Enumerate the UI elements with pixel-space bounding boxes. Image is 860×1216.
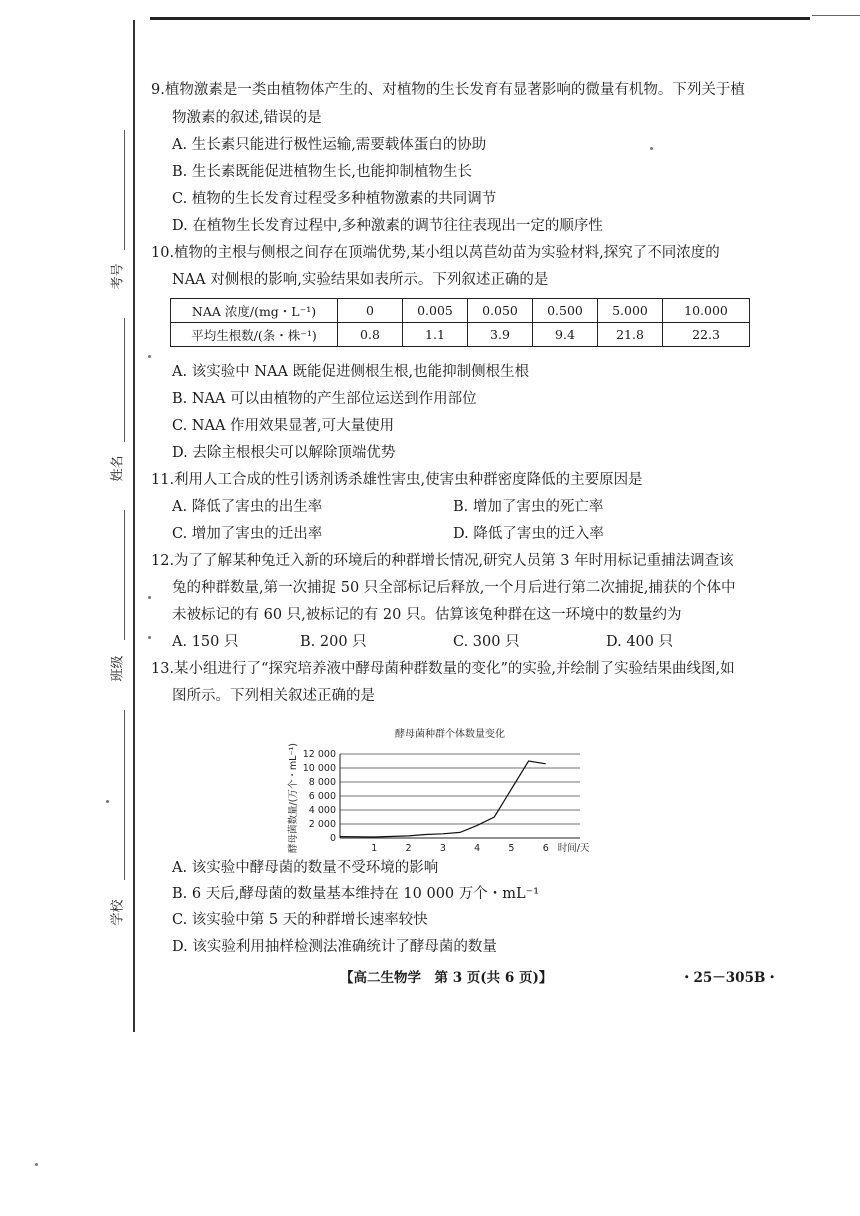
q12-option-a: A. 150 只 xyxy=(172,634,239,650)
scan-speck xyxy=(148,596,151,599)
q13-stem-line2: 图所示。下列相关叙述正确的是 xyxy=(172,688,375,704)
q12-stem-line3: 未被标记的有 60 只,被标记的有 20 只。估算该兔种群在这一环境中的数量约为 xyxy=(172,607,682,623)
table-cell: 0 xyxy=(338,299,403,323)
table-cell: 0.050 xyxy=(468,299,533,323)
table-cell: 3.9 xyxy=(468,323,533,347)
q10-option-a: A. 该实验中 NAA 既能促进侧根生根,也能抑制侧根生根 xyxy=(172,364,530,380)
q12-option-c: C. 300 只 xyxy=(453,634,520,650)
q11-option-c: C. 增加了害虫的迁出率 xyxy=(172,526,323,542)
naa-data-table xyxy=(170,298,750,347)
chart-x-tick-label: 5 xyxy=(508,843,515,854)
q9-stem-line1: 9.植物激素是一类由植物体产生的、对植物的生长发育有显著影响的微量有机物。下列关于植 xyxy=(151,82,745,98)
table-row xyxy=(171,299,750,323)
scan-speck xyxy=(35,1163,38,1166)
page-footer-code: ・25－305B・ xyxy=(680,970,779,986)
q12-stem-line2: 兔的种群数量,第一次捕捉 50 只全部标记后释放,一个月后进行第二次捕捉,捕获的个体中 xyxy=(172,580,736,596)
chart-y-axis-label: 酵母菌数量/(万个・mL⁻¹) xyxy=(288,743,299,853)
q11-option-a: A. 降低了害虫的出生率 xyxy=(172,499,323,515)
table-cell: 22.3 xyxy=(663,323,750,347)
binding-margin-line xyxy=(133,20,135,1032)
q9-option-a: A. 生长素只能进行极性运输,需要载体蛋白的协助 xyxy=(172,137,487,153)
scan-speck xyxy=(148,355,151,358)
q10-option-c: C. NAA 作用效果显著,可大量使用 xyxy=(172,418,395,434)
chart-x-tick-label: 2 xyxy=(405,843,412,854)
side-blank-line-school xyxy=(124,710,125,880)
side-blank-line-class xyxy=(124,510,125,640)
chart-y-tick-label: 8 000 xyxy=(308,777,336,788)
q10-option-d: D. 去除主根根尖可以解除顶端优势 xyxy=(172,445,396,461)
q10-option-b: B. NAA 可以由植物的产生部位运送到作用部位 xyxy=(172,391,477,407)
scan-speck xyxy=(650,147,653,150)
q9-stem-line2: 物激素的叙述,错误的是 xyxy=(172,110,322,126)
side-label-exam-no: 考号 xyxy=(110,263,126,290)
yeast-population-chart xyxy=(280,722,620,866)
q11-option-d: D. 降低了害虫的迁入率 xyxy=(453,526,604,542)
table-cell: 0.005 xyxy=(403,299,468,323)
top-border-fragment xyxy=(812,15,860,16)
chart-series-line xyxy=(340,761,546,837)
chart-title: 酵母菌种群个体数量变化 xyxy=(395,729,505,740)
table-row xyxy=(171,323,750,347)
side-blank-line-exam-no xyxy=(124,130,125,250)
table-cell: 0.8 xyxy=(338,323,403,347)
chart-x-axis-label: 时间/天 xyxy=(557,843,590,854)
q9-option-b: B. 生长素既能促进植物生长,也能抑制植物生长 xyxy=(172,164,472,180)
scan-speck xyxy=(148,636,151,639)
chart-x-tick-label: 4 xyxy=(474,843,481,854)
q13-option-a: A. 该实验中酵母菌的数量不受环境的影响 xyxy=(172,860,439,876)
table-header-cell: 平均生根数/(条・株⁻¹) xyxy=(171,323,338,347)
q10-stem-line1: 10.植物的主根与侧根之间存在顶端优势,某小组以莴苣幼苗为实验材料,探究了不同浓度的 xyxy=(151,245,720,261)
chart-svg xyxy=(280,722,620,862)
q13-option-c: C. 该实验中第 5 天的种群增长速率较快 xyxy=(172,912,428,928)
page-footer-title: 【高二生物学 第 3 页(共 6 页)】 xyxy=(340,970,553,986)
table-cell: 9.4 xyxy=(533,323,598,347)
q11-stem: 11.利用人工合成的性引诱剂诱杀雄性害虫,使害虫种群密度降低的主要原因是 xyxy=(151,472,643,488)
table-cell: 21.8 xyxy=(598,323,663,347)
scan-speck xyxy=(106,800,109,803)
table-cell: 1.1 xyxy=(403,323,468,347)
q13-option-d: D. 该实验利用抽样检测法准确统计了酵母菌的数量 xyxy=(172,939,497,955)
side-label-school: 学校 xyxy=(110,899,126,926)
chart-x-tick-label: 1 xyxy=(371,843,378,854)
chart-y-tick-label: 6 000 xyxy=(308,791,336,802)
side-blank-line-name xyxy=(124,318,125,442)
q11-option-b: B. 增加了害虫的死亡率 xyxy=(453,499,604,515)
q9-option-c: C. 植物的生长发育过程受多种植物激素的共同调节 xyxy=(172,191,497,207)
table-cell: 10.000 xyxy=(663,299,750,323)
q9-option-d: D. 在植物生长发育过程中,多种激素的调节往往表现出一定的顺序性 xyxy=(172,218,603,234)
chart-y-tick-label: 0 xyxy=(329,833,336,844)
q10-stem-line2: NAA 对侧根的影响,实验结果如表所示。下列叙述正确的是 xyxy=(172,272,549,288)
q13-option-b: B. 6 天后,酵母菌的数量基本维持在 10 000 万个・mL⁻¹ xyxy=(172,886,540,902)
table-header-cell: NAA 浓度/(mg・L⁻¹) xyxy=(171,299,338,323)
chart-y-tick-label: 10 000 xyxy=(302,763,336,774)
chart-y-tick-label: 2 000 xyxy=(308,819,336,830)
table-cell: 5.000 xyxy=(598,299,663,323)
chart-y-tick-label: 4 000 xyxy=(308,805,336,816)
side-label-name: 姓名 xyxy=(110,455,126,482)
q13-stem-line1: 13.某小组进行了“探究培养液中酵母菌种群数量的变化”的实验,并绘制了实验结果曲线图,如 xyxy=(151,661,735,677)
q12-option-b: B. 200 只 xyxy=(300,634,367,650)
side-label-class: 班级 xyxy=(110,655,126,682)
table-cell: 0.500 xyxy=(533,299,598,323)
chart-x-tick-label: 3 xyxy=(439,843,446,854)
chart-y-tick-label: 12 000 xyxy=(302,749,336,760)
chart-x-tick-label: 6 xyxy=(542,843,549,854)
top-border xyxy=(150,17,810,20)
q12-stem-line1: 12.为了了解某种兔迁入新的环境后的种群增长情况,研究人员第 3 年时用标记重捕法调查该 xyxy=(151,553,734,569)
q12-option-d: D. 400 只 xyxy=(606,634,674,650)
